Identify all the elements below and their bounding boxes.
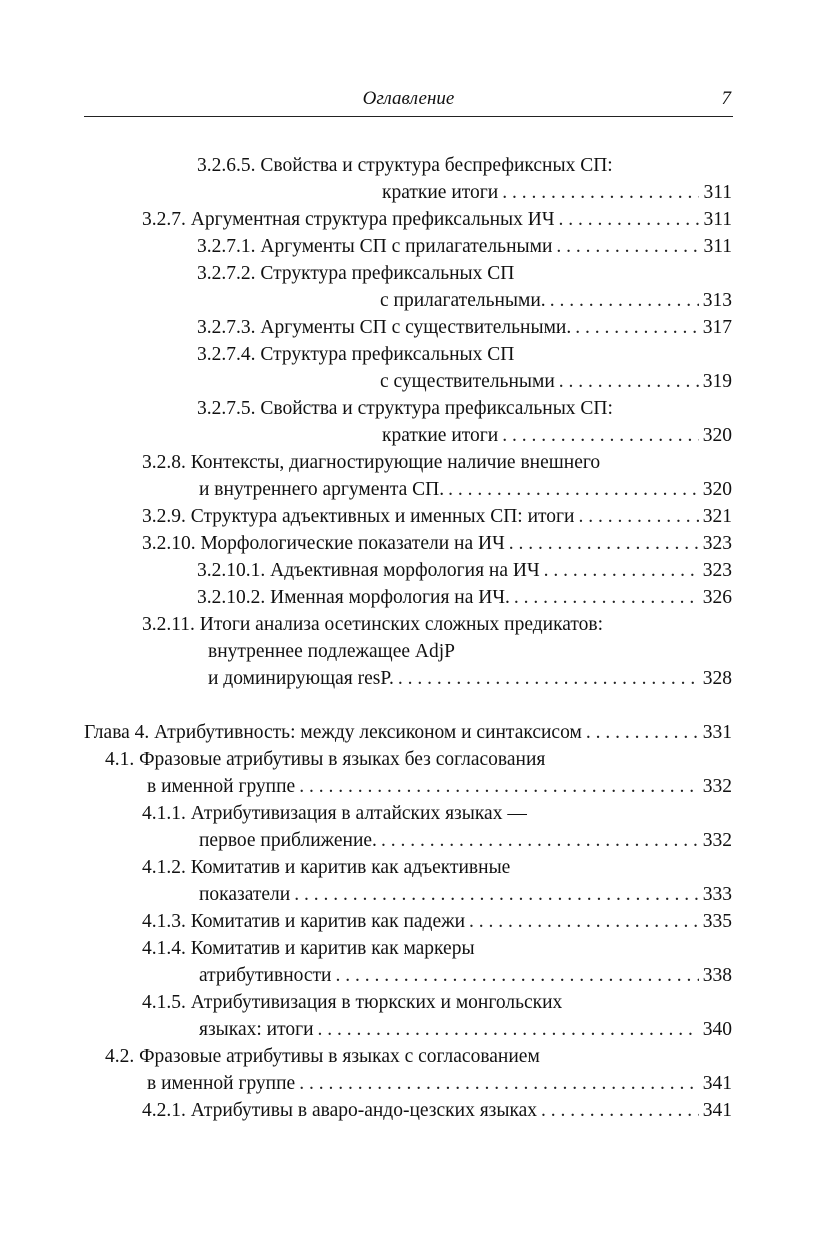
toc-entry-title: 4.1. Фразовые атрибутивы в языках без согласования: [105, 749, 546, 770]
toc-entry-title: 3.2.6.5. Свойства и структура беспрефиксных СП:: [197, 155, 613, 176]
toc-entry-line: [142, 449, 732, 476]
toc-page-number: 333: [702, 884, 732, 905]
toc-entry[interactable]: [84, 719, 732, 746]
toc-entry-line: [142, 908, 732, 935]
section-gap: [84, 692, 732, 719]
toc-entry-title: атрибутивности: [199, 965, 332, 986]
toc-entry[interactable]: [84, 854, 732, 908]
toc-page-number: 326: [702, 587, 732, 608]
toc-page-number: 335: [702, 911, 732, 932]
toc-entry-line: [142, 530, 732, 557]
toc-page-number: 311: [703, 236, 732, 257]
toc-page-number: 321: [702, 506, 732, 527]
dot-leader: [571, 314, 699, 341]
dot-leader: [505, 530, 699, 557]
toc-entry-title: 3.2.11. Итоги анализа осетинских сложных предикатов:: [142, 614, 604, 635]
toc-entry-title: 3.2.7. Аргументная структура префиксальных ИЧ: [142, 209, 555, 230]
toc-entry[interactable]: [84, 314, 732, 341]
toc-entry-title: первое приближение.: [199, 830, 377, 851]
dot-leader: [555, 206, 700, 233]
toc-page-number: 317: [702, 317, 732, 338]
toc-entry[interactable]: [84, 935, 732, 989]
dot-leader: [290, 881, 699, 908]
toc-entry-title: внутреннее подлежащее AdjP: [208, 641, 455, 662]
dot-leader: [295, 773, 699, 800]
toc-entry-title: и внутреннего аргумента СП.: [199, 479, 445, 500]
toc-entry-line: [142, 1016, 732, 1043]
toc-entry[interactable]: [84, 611, 732, 692]
toc-entry-title: краткие итоги: [382, 425, 499, 446]
toc-entry-title: 3.2.8. Контексты, диагностирующие наличие внешнего: [142, 452, 601, 473]
toc-page-number: 331: [702, 722, 732, 743]
toc-page-number: 338: [702, 965, 732, 986]
toc-entry-line: [142, 854, 732, 881]
toc-entry-line: [197, 368, 732, 395]
toc-entry-title: с прилагательными.: [380, 290, 546, 311]
toc-entry-line: [142, 476, 732, 503]
toc-entry-line: [142, 827, 732, 854]
toc-entry[interactable]: [84, 233, 732, 260]
toc-entry-title: 3.2.10. Морфологические показатели на ИЧ: [142, 533, 505, 554]
toc-page-number: 340: [702, 1019, 732, 1040]
toc-page-number: 332: [702, 830, 732, 851]
toc-entry[interactable]: [84, 152, 732, 206]
toc-page-number: 313: [702, 290, 732, 311]
toc-entry-title: 3.2.7.2. Структура префиксальных СП: [197, 263, 515, 284]
dot-leader: [498, 422, 699, 449]
toc-entry-line: [197, 233, 732, 260]
toc-entry[interactable]: [84, 989, 732, 1043]
running-header-title: Оглавление: [362, 88, 455, 109]
toc-entry-title: в именной группе: [147, 1073, 296, 1094]
toc-entry-line: [142, 989, 732, 1016]
toc-entry-title: 4.1.1. Атрибутивизация в алтайских языках —: [142, 803, 527, 824]
table-of-contents: [84, 152, 732, 1124]
toc-entry-line: [197, 179, 732, 206]
toc-entry-title: 3.2.7.3. Аргументы СП с существительными.: [197, 317, 572, 338]
toc-entry[interactable]: [84, 908, 732, 935]
toc-entry[interactable]: [84, 449, 732, 503]
toc-entry-line: [142, 503, 732, 530]
toc-page-number: 319: [702, 371, 732, 392]
dot-leader: [377, 827, 699, 854]
dot-leader: [331, 962, 698, 989]
toc-entry-title: 4.1.3. Комитатив и каритив как падежи: [142, 911, 466, 932]
dot-leader: [582, 719, 699, 746]
dot-leader: [498, 179, 699, 206]
toc-page-number: 328: [702, 668, 732, 689]
toc-entry-line: [142, 800, 732, 827]
toc-page-number: 323: [702, 560, 732, 581]
dot-leader: [537, 1097, 699, 1124]
toc-entry-title: 3.2.7.4. Структура префиксальных СП: [197, 344, 515, 365]
toc-entry-line: [197, 341, 732, 368]
toc-page-number: 341: [702, 1073, 732, 1094]
toc-entry-title: 4.1.4. Комитатив и каритив как маркеры: [142, 938, 475, 959]
toc-entry-line: [105, 1043, 732, 1070]
toc-entry-line: [142, 638, 732, 665]
toc-entry-line: [197, 395, 732, 422]
toc-entry-title: 3.2.10.2. Именная морфология на ИЧ.: [197, 587, 510, 608]
toc-entry[interactable]: [84, 260, 732, 314]
dot-leader: [574, 503, 698, 530]
toc-entry[interactable]: [84, 1043, 732, 1097]
toc-entry-line: [105, 1070, 732, 1097]
dot-leader: [540, 557, 699, 584]
toc-page-number: 323: [702, 533, 732, 554]
dot-leader: [546, 287, 699, 314]
toc-entry-line: [197, 422, 732, 449]
toc-entry-title: 3.2.7.1. Аргументы СП с прилагательными: [197, 236, 553, 257]
toc-entry[interactable]: [84, 206, 732, 233]
toc-entry[interactable]: [84, 341, 732, 395]
dot-leader: [314, 1016, 699, 1043]
toc-page-number: 320: [702, 425, 732, 446]
toc-entry-line: [142, 665, 732, 692]
toc-entry-title: 4.1.5. Атрибутивизация в тюркских и монгольских: [142, 992, 563, 1013]
toc-entry-line: [142, 1097, 732, 1124]
toc-entry-line: [84, 719, 732, 746]
toc-page-number: 320: [702, 479, 732, 500]
toc-entry-title: 4.2. Фразовые атрибутивы в языках с согласованием: [105, 1046, 540, 1067]
toc-entry-title: с существительными: [380, 371, 555, 392]
dot-leader: [444, 476, 699, 503]
toc-entry[interactable]: [84, 530, 732, 557]
toc-entry-title: и доминирующая resP.: [208, 668, 394, 689]
running-header: [84, 86, 733, 117]
toc-entry-title: языках: итоги: [199, 1019, 314, 1040]
toc-page-number: 311: [703, 209, 732, 230]
toc-page-number: 341: [702, 1100, 732, 1121]
dot-leader: [465, 908, 699, 935]
toc-entry-line: [142, 881, 732, 908]
toc-page-number: 311: [703, 182, 732, 203]
toc-entry[interactable]: [84, 1097, 732, 1124]
toc-entry-title: 3.2.7.5. Свойства и структура префиксальных СП:: [197, 398, 613, 419]
toc-entry[interactable]: [84, 800, 732, 854]
toc-entry-line: [142, 962, 732, 989]
toc-entry-title: 3.2.9. Структура адъективных и именных СП: итоги: [142, 506, 575, 527]
toc-entry-line: [105, 746, 732, 773]
toc-entry-title: показатели: [199, 884, 291, 905]
toc-entry-line: [105, 773, 732, 800]
page-number: 7: [721, 88, 731, 109]
toc-entry-line: [142, 206, 732, 233]
toc-entry-line: [197, 152, 732, 179]
toc-entry[interactable]: [84, 584, 732, 611]
toc-entry-line: [197, 287, 732, 314]
toc-entry-title: Глава 4. Атрибутивность: между лексиконом и синтаксисом: [84, 722, 582, 743]
toc-entry[interactable]: [84, 395, 732, 449]
toc-entry-title: 4.1.2. Комитатив и каритив как адъективные: [142, 857, 511, 878]
toc-entry[interactable]: [84, 557, 732, 584]
dot-leader: [295, 1070, 699, 1097]
dot-leader: [555, 368, 699, 395]
dot-leader: [394, 665, 699, 692]
toc-page-number: 332: [702, 776, 732, 797]
toc-entry-title: 3.2.10.1. Адъективная морфология на ИЧ: [197, 560, 540, 581]
toc-entry-line: [142, 935, 732, 962]
toc-entry-line: [197, 557, 732, 584]
toc-entry-line: [197, 260, 732, 287]
toc-entry-title: в именной группе: [147, 776, 296, 797]
toc-entry[interactable]: [84, 746, 732, 800]
dot-leader: [552, 233, 699, 260]
toc-entry-line: [142, 611, 732, 638]
toc-entry-line: [197, 314, 732, 341]
toc-entry-line: [197, 584, 732, 611]
dot-leader: [510, 584, 699, 611]
toc-entry-title: 4.2.1. Атрибутивы в аваро-андо-цезских языках: [142, 1100, 538, 1121]
toc-entry[interactable]: [84, 503, 732, 530]
toc-entry-title: краткие итоги: [382, 182, 499, 203]
